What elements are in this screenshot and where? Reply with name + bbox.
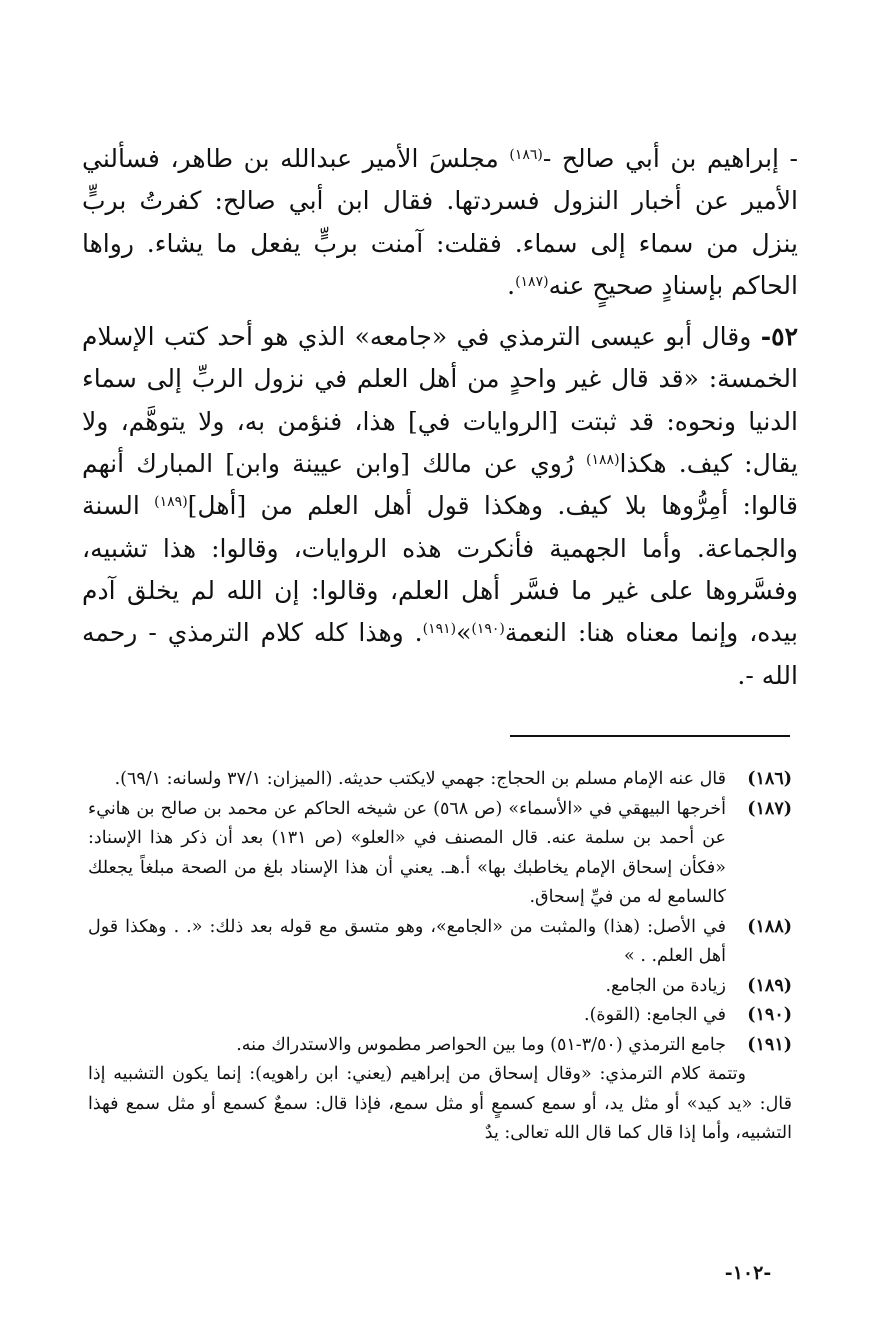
- paragraph-52-text-d: »: [456, 618, 472, 648]
- footnote-text: زيادة من الجامع.: [605, 975, 726, 996]
- footnote-ref-191[interactable]: (١٩١): [422, 621, 457, 638]
- paragraph-number: ٥٢-: [760, 322, 798, 352]
- footnote-number: (١٨٦): [747, 769, 792, 789]
- footnote-ref-187[interactable]: (١٨٧): [515, 273, 549, 290]
- footnote-text: جامع الترمذي (٣/٥٠-٥١) وما بين الحواصر مطموس والاستدراك منه.: [236, 1034, 726, 1055]
- paragraph-52-text-a: وقال أبو عيسى الترمذي في «جامعه» الذي هو أحد كتب الإسلام الخمسة: «قد قال غير واحدٍ من أهل العلم في نزول الربِّ إلى سماء الدنيا ونحوه: قد ثبتت [الروايات في] هذا، فنؤمن به، ولا يتوهَّم، ولا يقال: كيف. هكذا: [82, 322, 798, 479]
- footnotes: [88, 765, 792, 1149]
- footnote-text: في الأصل: (هذا) والمثبت من «الجامع»، وهو متسق مع قوله بعد ذلك: «. . وهكذا قول أهل العلم. . »: [88, 916, 726, 966]
- paragraph-52-text-c: السنة والجماعة. وأما الجهمية فأنكرت هذه الروايات، وقالوا: هذا تشبيه، وفسَّروها على غير ما فسَّر أهل العلم، وقالوا: إن الله لم يخلق آدم بيده، وإنما معناه هنا: النعمة: [82, 491, 798, 648]
- footnote-ref-188[interactable]: (١٨٨): [586, 452, 620, 469]
- footnote-number: (١٩١): [747, 1034, 792, 1055]
- footnote-continuation: وتتمة كلام الترمذي: «وقال إسحاق من إبراهيم (يعني: ابن راهويه): إنما يكون التشبيه إذا قال: «يد كيد» أو مثل يد، أو سمع كسمعٍ أو مثل سمع، فإذا قال: سمعٌ كسمع أو مثل سمع فهذا التشبيه، وأما إذا قال كما قال الله تعالى: يدٌ: [88, 1064, 792, 1143]
- paragraph-52-text-b: رُوي عن مالك [وابن عيينة وابن] المبارك أنهم قالوا: أمِرُّوها بلا كيف. وهكذا قول أهل العلم من [أهل]: [82, 449, 798, 521]
- footnote-ref-186[interactable]: (١٨٦): [509, 147, 543, 163]
- footnote-number: (١٨٩): [747, 975, 792, 996]
- footnote-191: [88, 1031, 792, 1061]
- page-number: -١٠٢-: [724, 1262, 772, 1284]
- main-text: [82, 138, 798, 697]
- footnote-divider: [510, 735, 790, 737]
- footnote-text: في الجامع: (القوة).: [584, 1005, 726, 1025]
- paragraph-52-text-e: . وهذا كله كلام الترمذي - رحمه الله -.: [82, 618, 798, 690]
- footnote-text: قال عنه الإمام مسلم بن الحجاج: جهمي لايكتب حديثه. (الميزان: ٣٧/١ ولسانه: ٦٩/١).: [114, 769, 726, 789]
- paragraph-1-text-b: مجلسَ الأمير عبدالله بن طاهر، فسألني الأمير عن أخبار النزول فسردتها. فقال ابن أبي صالح: كفرتُ بربٍّ ينزل من سماء إلى سماء. فقلت: آمنت بربٍّ يفعل ما يشاء. رواها الحاكم بإسنادٍ صحيحٍ عنه: [82, 144, 798, 300]
- paragraph-1-text-c: .: [507, 270, 516, 300]
- footnote-187: [88, 795, 792, 913]
- footnote-number: (١٨٨): [747, 916, 792, 937]
- footnote-186: [88, 765, 792, 795]
- paragraph-1: [82, 138, 798, 307]
- footnote-189: [88, 972, 792, 1002]
- footnote-190: [88, 1001, 792, 1031]
- footnote-number: (١٩٠): [747, 1005, 792, 1025]
- footnote-ref-190[interactable]: (١٩٠): [471, 621, 505, 638]
- paragraph-52: [82, 316, 798, 697]
- footnote-ref-189[interactable]: (١٨٩): [154, 494, 188, 511]
- footnote-188: [88, 913, 792, 972]
- paragraph-1-text-a: - إبراهيم بن أبي صالح -: [542, 144, 799, 173]
- footnote-number: (١٨٧): [747, 798, 792, 819]
- footnote-text: أخرجها البيهقي في «الأسماء» (ص ٥٦٨) عن شيخه الحاكم عن محمد بن صالح بن هانيء عن أحمد بن سلمة عنه. قال المصنف في «العلو» (ص ١٣١) بعد أن ذكر هذا الإسناد: «فكأن إسحاق الإمام يخاطبك بها» أ.هـ. يعني أن هذا الإسناد بلغ من الصحة مبلغاً يجعلك كالسامع له من فيِّ إسحاق.: [88, 798, 726, 907]
